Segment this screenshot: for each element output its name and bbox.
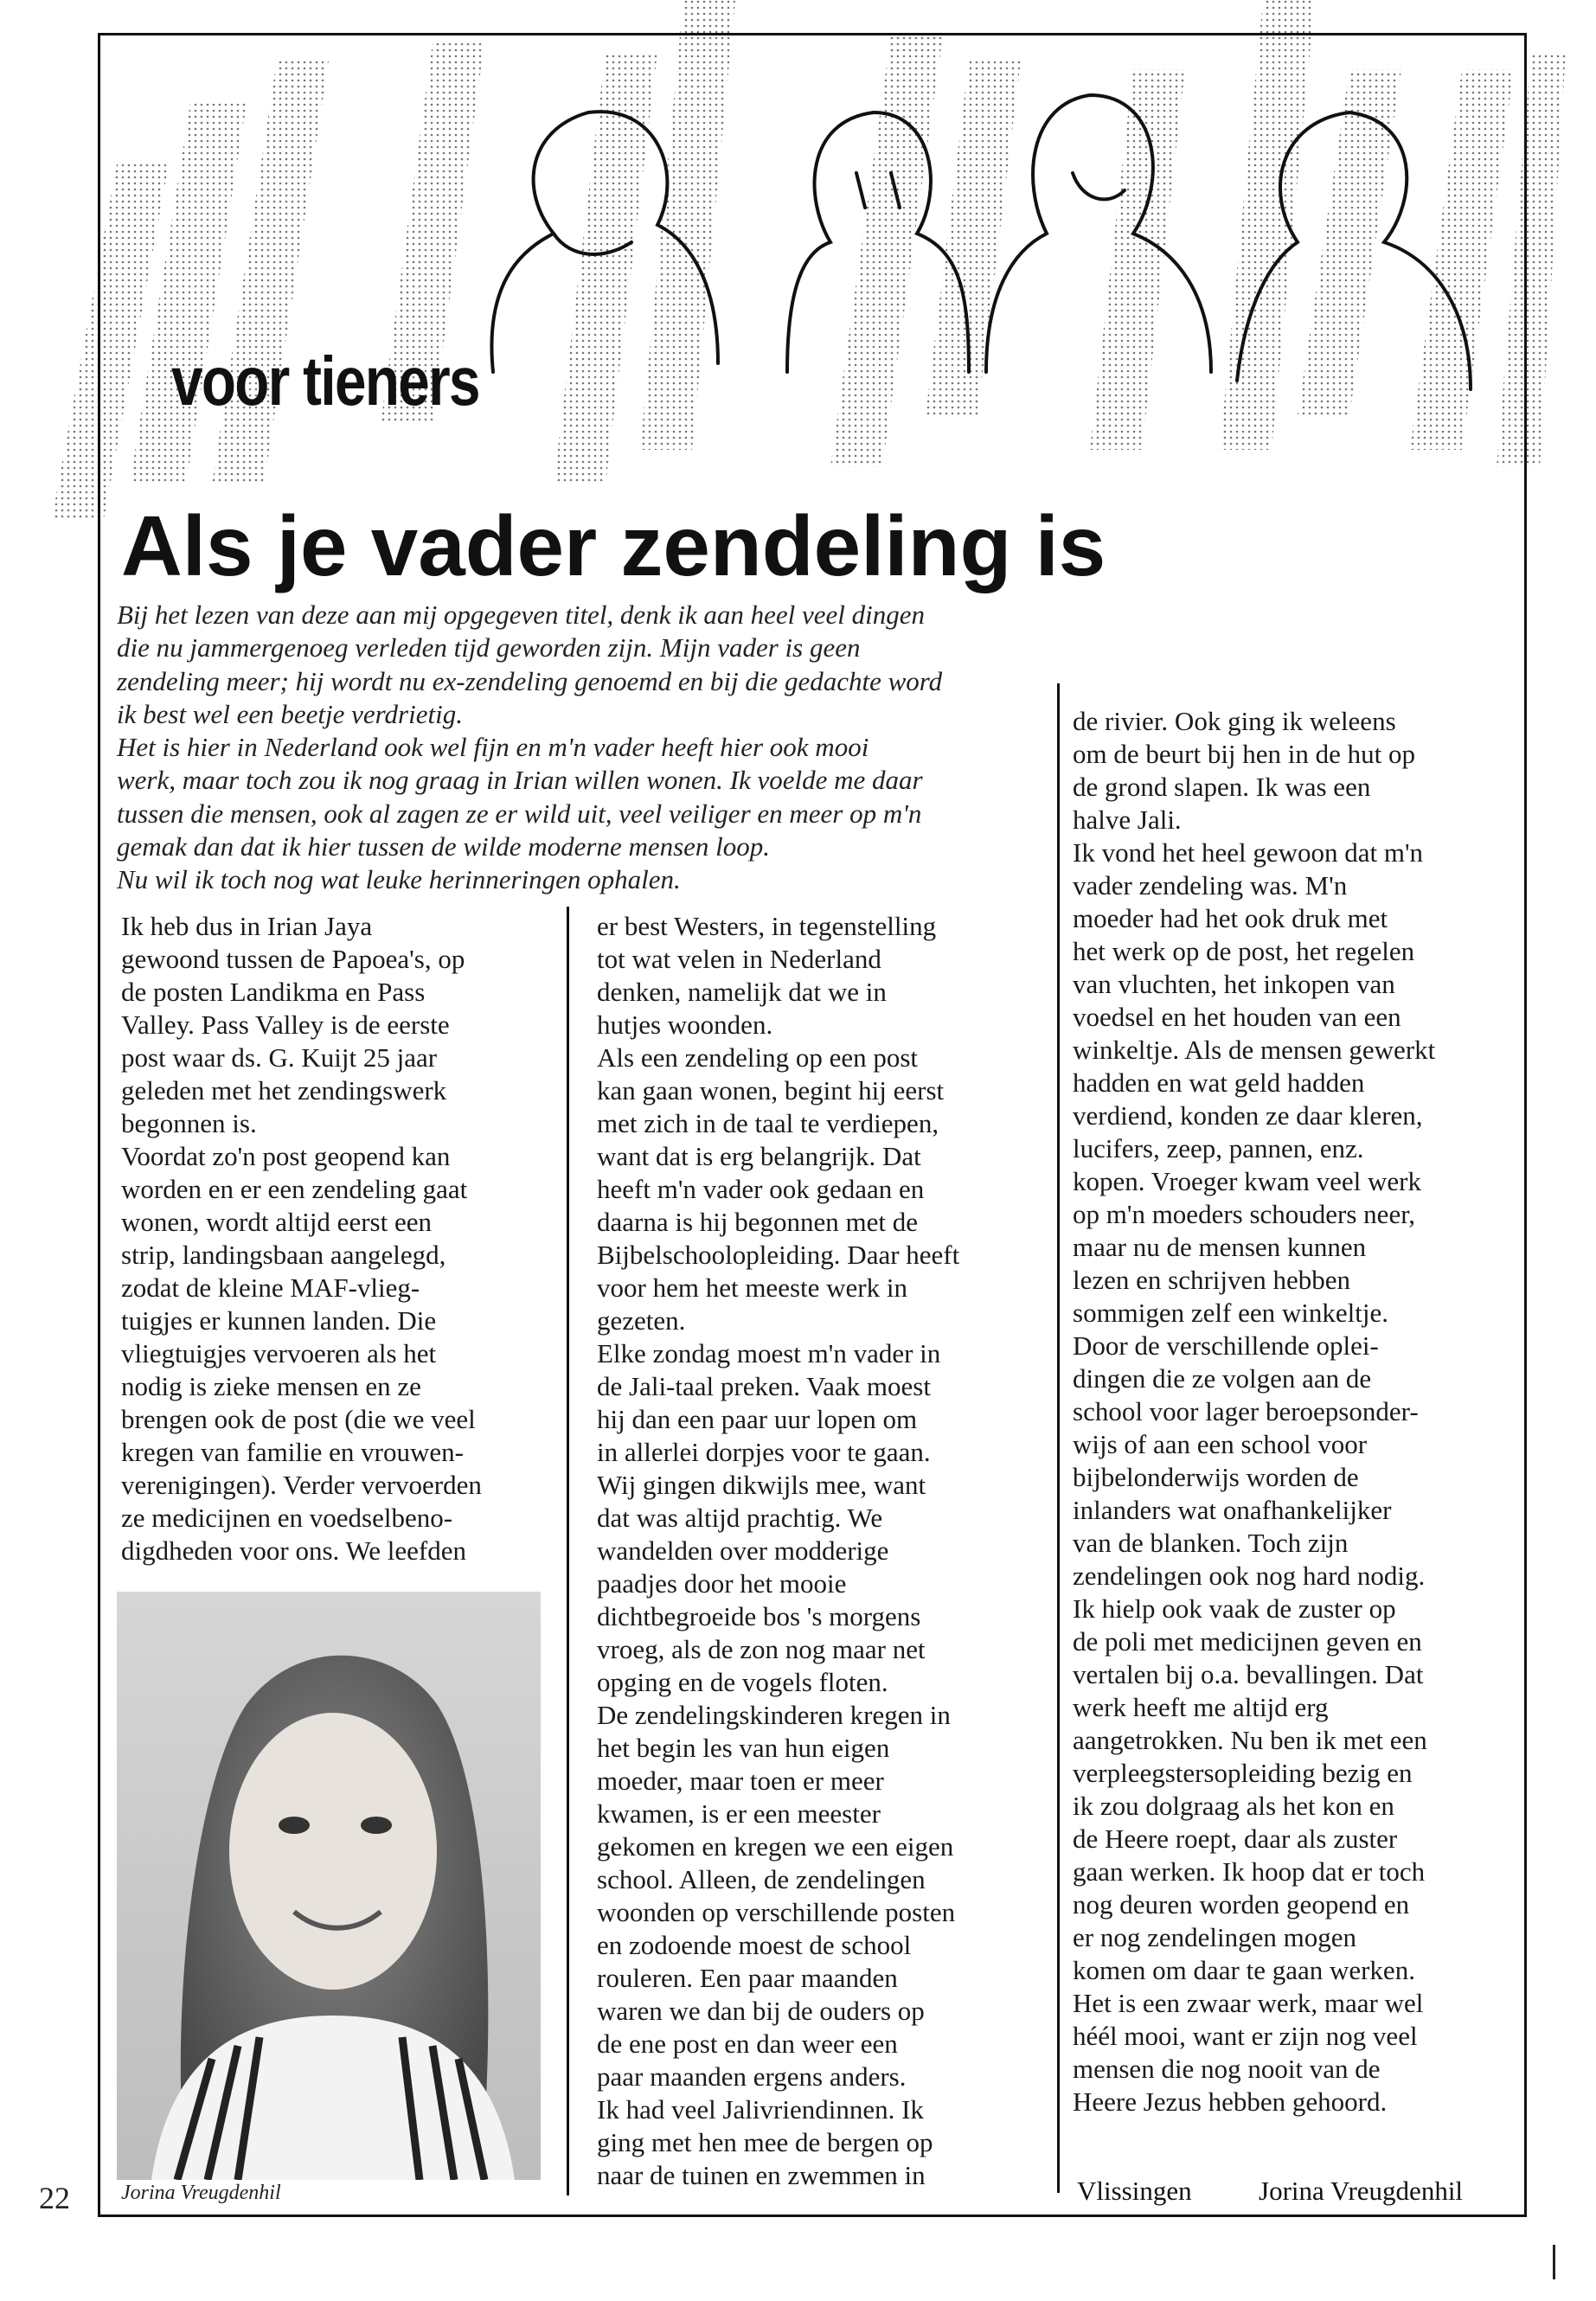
text-line: verenigingen). Verder vervoerden <box>121 1470 482 1500</box>
text-line: het begin les van hun eigen <box>597 1733 890 1763</box>
text-line: de rivier. Ook ging ik weleens <box>1073 706 1396 736</box>
text-line: vader zendeling was. M'n <box>1073 870 1348 901</box>
intro-line: ik best wel een beetje verdrietig. <box>117 698 463 729</box>
intro-line: Het is hier in Nederland ook wel fijn en m'n vader heeft hier ook mooi <box>117 732 869 763</box>
text-line: Elke zondag moest m'n vader in <box>597 1338 941 1368</box>
text-line: om de beurt bij hen in de hut op <box>1073 739 1416 769</box>
text-line: kwamen, is er een meester <box>597 1798 881 1829</box>
text-line: de Heere roept, daar als zuster <box>1073 1823 1398 1854</box>
text-line: rouleren. Een paar maanden <box>597 1963 898 1993</box>
text-line: ik zou dolgraag als het kon en <box>1073 1791 1394 1821</box>
text-line: Voordat zo'n post geopend kan <box>121 1141 451 1171</box>
text-line: van vluchten, het inkopen van <box>1073 969 1395 999</box>
column-rule-2 <box>1057 683 1060 2193</box>
text-line: de posten Landikma en Pass <box>121 977 426 1007</box>
text-line: moeder had het ook druk met <box>1073 903 1388 933</box>
text-line: er nog zendelingen mogen <box>1073 1922 1356 1952</box>
text-line: paadjes door het mooie <box>597 1568 847 1599</box>
text-line: nodig is zieke mensen en ze <box>121 1371 421 1401</box>
text-line: wonen, wordt altijd eerst een <box>121 1207 432 1237</box>
text-line: post waar ds. G. Kuijt 25 jaar <box>121 1042 438 1073</box>
text-line: zendelingen ook nog hard nodig. <box>1073 1561 1426 1591</box>
text-line: sommigen zelf een winkeltje. <box>1073 1298 1388 1328</box>
text-line: de ene post en dan weer een <box>597 2029 898 2059</box>
text-line: bijbelonderwijs worden de <box>1073 1462 1359 1492</box>
intro-line: werk, maar toch zou ik nog graag in Irian willen wonen. Ik voelde me daar <box>117 765 923 796</box>
text-line: gaan werken. Ik hoop dat er toch <box>1073 1856 1426 1887</box>
text-line: school. Alleen, de zendelingen <box>597 1864 926 1894</box>
text-line: werk heeft me altijd erg <box>1073 1692 1329 1722</box>
text-line: Heere Jezus hebben gehoord. <box>1073 2086 1388 2117</box>
text-line: opging en de vogels floten. <box>597 1667 888 1697</box>
text-line: ging met hen mee de bergen op <box>597 2127 933 2157</box>
text-line: de Jali-taal preken. Vaak moest <box>597 1371 931 1401</box>
text-line: verpleegstersopleiding bezig en <box>1073 1758 1413 1788</box>
text-line: strip, landingsbaan aangelegd, <box>121 1240 446 1270</box>
text-line: Valley. Pass Valley is de eerste <box>121 1009 450 1040</box>
text-line: verdiend, konden ze daar kleren, <box>1073 1100 1423 1131</box>
body-column-1 <box>121 910 545 1567</box>
section-label: voor tieners <box>171 343 479 420</box>
text-line: halve Jali. <box>1073 804 1182 835</box>
intro-line: Bij het lezen van deze aan mij opgegeven titel, denk ik aan heel veel dingen <box>117 599 925 630</box>
text-line: naar de tuinen en zwemmen in <box>597 2160 926 2190</box>
text-line: inlanders wat onafhankelijker <box>1073 1495 1392 1525</box>
text-line: de poli met medicijnen geven en <box>1073 1626 1422 1657</box>
text-line: want dat is erg belangrijk. Dat <box>597 1141 921 1171</box>
text-line: voor hem het meeste werk in <box>597 1272 907 1303</box>
text-line: gekomen en kregen we een eigen <box>597 1831 954 1862</box>
text-line: zodat de kleine MAF-vlieg- <box>121 1272 420 1303</box>
text-line: Het is een zwaar werk, maar wel <box>1073 1988 1424 2018</box>
text-line: ze medicijnen en voedselbeno- <box>121 1503 453 1533</box>
photo-caption: Jorina Vreugdenhil <box>121 2182 281 2204</box>
text-line: begonnen is. <box>121 1108 257 1138</box>
intro-paragraph <box>117 599 1034 897</box>
text-line: en zodoende moest de school <box>597 1930 912 1960</box>
intro-line: tussen die mensen, ook al zagen ze er wild uit, veel veiliger en meer op m'n <box>117 798 922 829</box>
text-line: van de blanken. Toch zijn <box>1073 1528 1349 1558</box>
text-line: Ik hielp ook vaak de zuster op <box>1073 1593 1396 1624</box>
body-column-3 <box>1073 705 1518 2118</box>
intro-line: die nu jammergenoeg verleden tijd geworden zijn. Mijn vader is geen <box>117 632 861 663</box>
text-line: vliegtuigjes vervoeren als het <box>121 1338 437 1368</box>
text-line: woonden op verschillende posten <box>597 1897 956 1927</box>
text-line: De zendelingskinderen kregen in <box>597 1700 951 1730</box>
text-line: hadden en wat geld hadden <box>1073 1067 1365 1098</box>
text-line: brengen ook de post (die we veel <box>121 1404 476 1434</box>
text-line: maar nu de mensen kunnen <box>1073 1232 1367 1262</box>
text-line: moeder, maar toen er meer <box>597 1766 884 1796</box>
text-line: Als een zendeling op een post <box>597 1042 919 1073</box>
text-line: nog deuren worden geopend en <box>1073 1889 1410 1920</box>
text-line: dingen die ze volgen aan de <box>1073 1363 1372 1394</box>
text-line: voedsel en het houden van een <box>1073 1002 1401 1032</box>
text-line: dat was altijd prachtig. We <box>597 1503 883 1533</box>
intro-line: Nu wil ik toch nog wat leuke herinneringen ophalen. <box>117 864 681 895</box>
text-line: héél mooi, want er zijn nog veel <box>1073 2021 1418 2051</box>
text-line: denken, namelijk dat we in <box>597 977 887 1007</box>
edge-mark <box>1553 2245 1555 2279</box>
text-line: winkeltje. Als de mensen gewerkt <box>1073 1035 1436 1065</box>
text-line: Ik vond het heel gewoon dat m'n <box>1073 837 1424 868</box>
text-line: Door de verschillende oplei- <box>1073 1330 1379 1361</box>
text-line: hij dan een paar uur lopen om <box>597 1404 918 1434</box>
portrait-illustration <box>117 1592 541 2180</box>
signature-name: Jorina Vreugdenhil <box>1259 2176 1464 2206</box>
text-line: aangetrokken. Nu ben ik met een <box>1073 1725 1427 1755</box>
text-line: met zich in de taal te verdiepen, <box>597 1108 939 1138</box>
text-line: school voor lager beroepsonder- <box>1073 1396 1419 1426</box>
text-line: gezeten. <box>597 1305 686 1336</box>
text-line: dichtbegroeide bos 's morgens <box>597 1601 921 1631</box>
text-line: vertalen bij o.a. bevallingen. Dat <box>1073 1659 1424 1689</box>
text-line: waren we dan bij de ouders op <box>597 1996 925 2026</box>
text-line: daarna is hij begonnen met de <box>597 1207 919 1237</box>
text-line: komen om daar te gaan werken. <box>1073 1955 1415 1985</box>
text-line: lucifers, zeep, pannen, enz. <box>1073 1133 1364 1163</box>
text-line: op m'n moeders schouders neer, <box>1073 1199 1416 1229</box>
text-line: hutjes woonden. <box>597 1009 773 1040</box>
text-line: de grond slapen. Ik was een <box>1073 772 1371 802</box>
text-line: Ik heb dus in Irian Jaya <box>121 911 373 941</box>
text-line: tuigjes er kunnen landen. Die <box>121 1305 437 1336</box>
text-line: kan gaan wonen, begint hij eerst <box>597 1075 945 1106</box>
text-line: Ik had veel Jalivriendinnen. Ik <box>597 2094 924 2125</box>
text-line: geleden met het zendingswerk <box>121 1075 447 1106</box>
column-rule-1 <box>567 907 569 2195</box>
text-line: heeft m'n vader ook gedaan en <box>597 1174 925 1204</box>
page-number: 22 <box>39 2181 70 2215</box>
text-line: wijs of aan een school voor <box>1073 1429 1368 1459</box>
text-line: gewoond tussen de Papoea's, op <box>121 944 465 974</box>
portrait-photo <box>117 1592 541 2180</box>
text-line: in allerlei dorpjes voor te gaan. <box>597 1437 931 1467</box>
text-line: het werk op de post, het regelen <box>1073 936 1415 966</box>
signature-place: Vlissingen <box>1077 2176 1192 2206</box>
body-column-2 <box>597 910 1047 2192</box>
intro-line: gemak dan dat ik hier tussen de wilde moderne mensen loop. <box>117 831 771 862</box>
intro-line: zendeling meer; hij wordt nu ex-zendeling genoemd en bij die gedachte word <box>117 665 943 696</box>
article-title: Als je vader zendeling is <box>121 498 1106 593</box>
text-line: tot wat velen in Nederland <box>597 944 881 974</box>
text-line: vroeg, als de zon nog maar net <box>597 1634 926 1664</box>
text-line: paar maanden ergens anders. <box>597 2061 907 2092</box>
text-line: digdheden voor ons. We leefden <box>121 1535 466 1566</box>
text-line: kregen van familie en vrouwen- <box>121 1437 464 1467</box>
text-line: lezen en schrijven hebben <box>1073 1265 1351 1295</box>
text-line: er best Westers, in tegenstelling <box>597 911 937 941</box>
text-line: worden en er een zendeling gaat <box>121 1174 468 1204</box>
text-line: Wij gingen dikwijls mee, want <box>597 1470 926 1500</box>
text-line: mensen die nog nooit van de <box>1073 2054 1381 2084</box>
text-line: Bijbelschoolopleiding. Daar heeft <box>597 1240 960 1270</box>
text-line: wandelden over modderige <box>597 1535 889 1566</box>
text-line: kopen. Vroeger kwam veel werk <box>1073 1166 1421 1196</box>
